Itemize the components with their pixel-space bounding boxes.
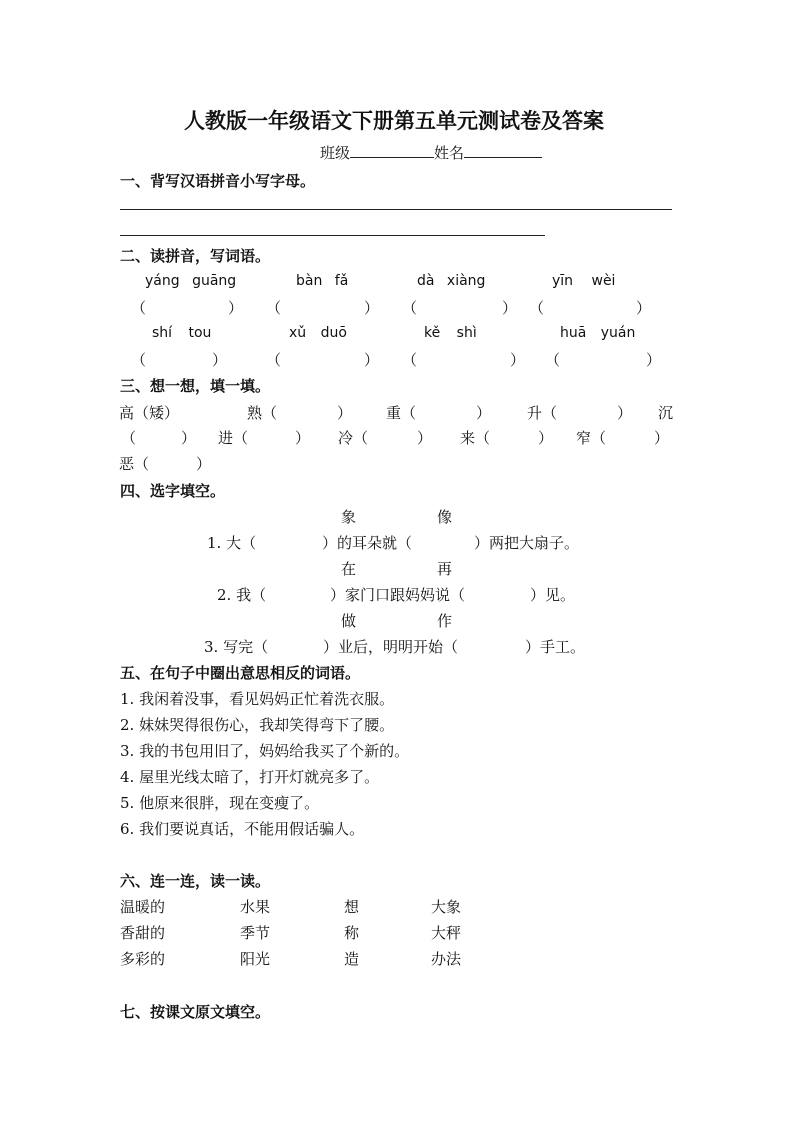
fill-q1-part-c: ）两把大扇子。 <box>474 534 580 552</box>
antonym-item: 进（ <box>218 429 249 447</box>
answer-paren-open: （ <box>266 351 282 369</box>
section-3-heading: 三、想一想，填一填。 <box>120 377 271 395</box>
fill-q1-part-b: ）的耳朵就（ <box>322 534 413 552</box>
answer-paren-close: ） <box>510 351 526 369</box>
answer-paren-close: ） <box>502 299 518 317</box>
match-word[interactable]: 香甜的 <box>120 924 166 942</box>
fill-q3-part-b: ）业后，明明开始（ <box>323 638 459 656</box>
fill-q2-part-b: ）家门口跟妈妈说（ <box>330 586 466 604</box>
match-word[interactable]: 季节 <box>240 924 271 942</box>
answer-paren-open: （ <box>131 351 147 369</box>
sentence-3: 3. 我的书包用旧了，妈妈给我买了个新的。 <box>120 742 410 760</box>
writing-line-1[interactable] <box>120 209 672 210</box>
section-7-heading: 七、按课文原文填空。 <box>120 1003 271 1021</box>
answer-paren-close: ） <box>295 429 311 447</box>
pinyin-4: yīn wèi <box>552 273 616 289</box>
choice-char: 象 <box>341 508 357 526</box>
answer-paren-close: ） <box>476 404 492 422</box>
pinyin-2: bàn fǎ <box>296 273 349 289</box>
sentence-2: 2. 妹妹哭得很伤心，我却笑得弯下了腰。 <box>120 716 395 734</box>
choice-char: 做 <box>341 612 357 630</box>
match-word[interactable]: 温暖的 <box>120 898 166 916</box>
match-word[interactable]: 大秤 <box>431 924 462 942</box>
antonym-item: 冷（ <box>338 429 369 447</box>
antonym-item: 熟（ <box>247 404 278 422</box>
match-word[interactable]: 阳光 <box>240 950 271 968</box>
answer-paren-open: （ <box>402 351 418 369</box>
match-word[interactable]: 造 <box>344 950 360 968</box>
match-word[interactable]: 水果 <box>240 898 271 916</box>
sentence-1: 1. 我闲着没事，看见妈妈正忙着洗衣服。 <box>120 690 395 708</box>
name-label: 姓名 <box>434 144 465 162</box>
fill-q3-part-c: ）手工。 <box>525 638 586 656</box>
antonym-item: 升（ <box>527 404 558 422</box>
answer-paren-open: （ <box>402 299 418 317</box>
fill-q3-part-a: 3. 写完（ <box>204 638 269 656</box>
answer-paren-close: ） <box>654 429 670 447</box>
answer-paren-close: ） <box>646 351 662 369</box>
sentence-6: 6. 我们要说真话，不能用假话骗人。 <box>120 820 365 838</box>
antonym-item: 沉 <box>658 404 674 422</box>
answer-paren-close: ） <box>417 429 433 447</box>
sentence-5: 5. 他原来很胖，现在变瘦了。 <box>120 794 320 812</box>
section-6-heading: 六、连一连，读一读。 <box>120 872 271 890</box>
pinyin-3: dà xiàng <box>417 273 486 289</box>
answer-paren-close: ） <box>196 455 212 473</box>
antonym-item: 重（ <box>386 404 417 422</box>
answer-paren-open: （ <box>121 429 137 447</box>
match-word[interactable]: 称 <box>344 924 360 942</box>
antonym-item: 恶（ <box>119 455 150 473</box>
match-word[interactable]: 多彩的 <box>120 950 166 968</box>
match-word[interactable]: 办法 <box>431 950 462 968</box>
answer-paren-open: （ <box>545 351 561 369</box>
choice-char: 再 <box>437 560 453 578</box>
class-label: 班级 <box>320 144 351 162</box>
writing-line-2[interactable] <box>120 235 545 236</box>
page-title: 人教版一年级语文下册第五单元测试卷及答案 <box>184 108 604 133</box>
pinyin-7: kě shì <box>424 325 477 341</box>
answer-paren-close: ） <box>181 429 197 447</box>
antonym-item: 高（矮） <box>119 404 180 422</box>
class-blank[interactable] <box>350 143 434 158</box>
answer-paren-close: ） <box>364 299 380 317</box>
answer-paren-close: ） <box>538 429 554 447</box>
pinyin-6: xǔ duō <box>289 325 347 341</box>
section-5-heading: 五、在句子中圈出意思相反的词语。 <box>120 664 361 682</box>
section-1-heading: 一、背写汉语拼音小写字母。 <box>120 172 316 190</box>
match-word[interactable]: 想 <box>344 898 360 916</box>
answer-paren-close: ） <box>337 404 353 422</box>
choice-char: 在 <box>341 560 357 578</box>
sentence-4: 4. 屋里光线太暗了，打开灯就亮多了。 <box>120 768 380 786</box>
answer-paren-open: （ <box>529 299 545 317</box>
answer-paren-close: ） <box>212 351 228 369</box>
antonym-item: 窄（ <box>576 429 607 447</box>
answer-paren-close: ） <box>636 299 652 317</box>
answer-paren-open: （ <box>131 299 147 317</box>
pinyin-1: yáng guāng <box>145 273 237 289</box>
fill-q2-part-c: ）见。 <box>530 586 576 604</box>
choice-char: 像 <box>437 508 453 526</box>
answer-paren-close: ） <box>617 404 633 422</box>
name-blank[interactable] <box>464 143 542 158</box>
pinyin-8: huā yuán <box>560 325 636 341</box>
choice-char: 作 <box>437 612 453 630</box>
answer-paren-close: ） <box>364 351 380 369</box>
pinyin-5: shí tou <box>152 325 212 341</box>
fill-q1-part-a: 1. 大（ <box>207 534 257 552</box>
answer-paren-open: （ <box>266 299 282 317</box>
fill-q2-part-a: 2. 我（ <box>217 586 267 604</box>
section-2-heading: 二、读拼音，写词语。 <box>120 247 271 265</box>
antonym-item: 来（ <box>460 429 491 447</box>
match-word[interactable]: 大象 <box>431 898 462 916</box>
class-name-line <box>320 142 542 163</box>
section-4-heading: 四、选字填空。 <box>120 482 226 500</box>
answer-paren-close: ） <box>228 299 244 317</box>
